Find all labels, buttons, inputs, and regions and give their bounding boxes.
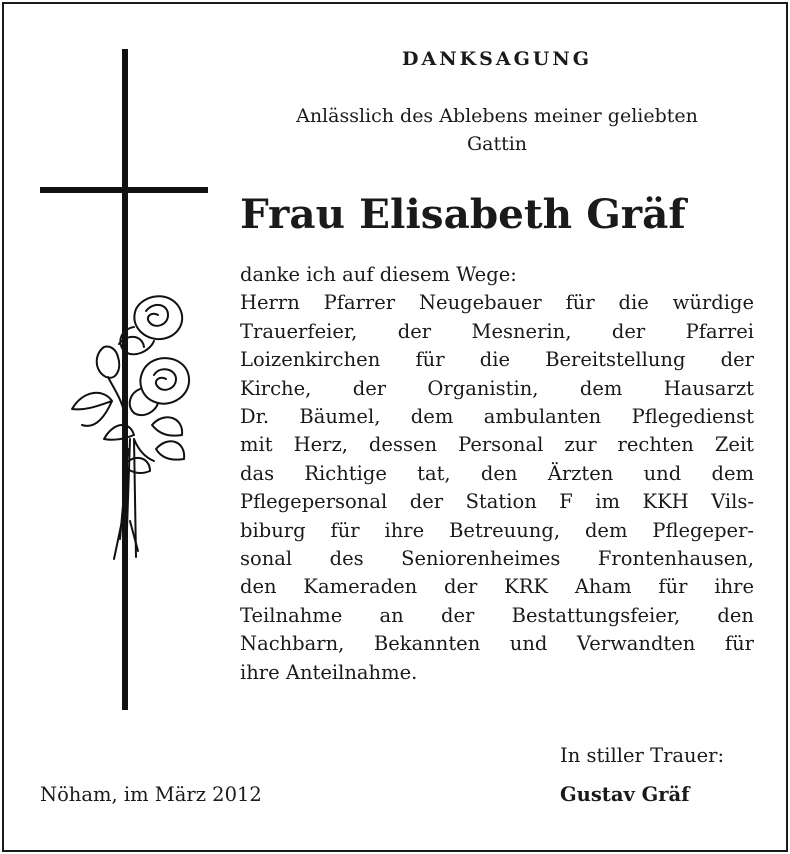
rose-bouquet-icon [64, 289, 194, 574]
intro-line: Anlässlich des Ablebens meiner geliebten [296, 105, 698, 127]
intro-line: Gattin [466, 133, 528, 155]
obituary-notice [2, 2, 788, 852]
text-line: Trauerfeier, der Mesnerin, der Pfarrei [240, 319, 754, 343]
intro-text [244, 102, 750, 158]
text-line: das Richtige tat, den Ärzten und dem [240, 461, 754, 485]
text-line: Nachbarn, Bekannten und Verwandten für [240, 632, 754, 656]
signer-name: Gustav Gräf [560, 783, 690, 806]
text-line: Herrn Pfarrer Neugebauer für die würdige [240, 291, 754, 315]
acknowledgement-text [240, 261, 754, 687]
text-line: den Kameraden der KRK Aham für ihre [240, 575, 754, 599]
text-line: Kirche, der Organistin, dem Hausarzt [240, 376, 754, 400]
text-line: Teilnahme an der Bestattungsfeier, den [240, 603, 754, 627]
heading: DANKSAGUNG [402, 48, 592, 70]
place-date: Nöham, im März 2012 [40, 783, 262, 806]
text-line: Pflegepersonal der Station F im KKH Vils- [240, 490, 754, 514]
text-line: biburg für ihre Betreuung, dem Pflegeper- [240, 518, 754, 542]
text-line: mit Herz, dessen Personal zur rechten Zeit [240, 433, 754, 457]
cross-bar [40, 187, 208, 193]
text-line: Dr. Bäumel, dem ambulanten Pflegedienst [240, 405, 754, 429]
text-line: ihre Anteilnahme. [240, 660, 418, 684]
text-line: danke ich auf diesem Wege: [240, 263, 517, 286]
closing-phrase: In stiller Trauer: [560, 744, 725, 767]
deceased-name: Frau Elisabeth Gräf [240, 190, 686, 238]
text-line: Loizenkirchen für die Bereitstellung der [240, 348, 754, 372]
text-line: sonal des Seniorenheimes Frontenhausen, [240, 547, 754, 571]
